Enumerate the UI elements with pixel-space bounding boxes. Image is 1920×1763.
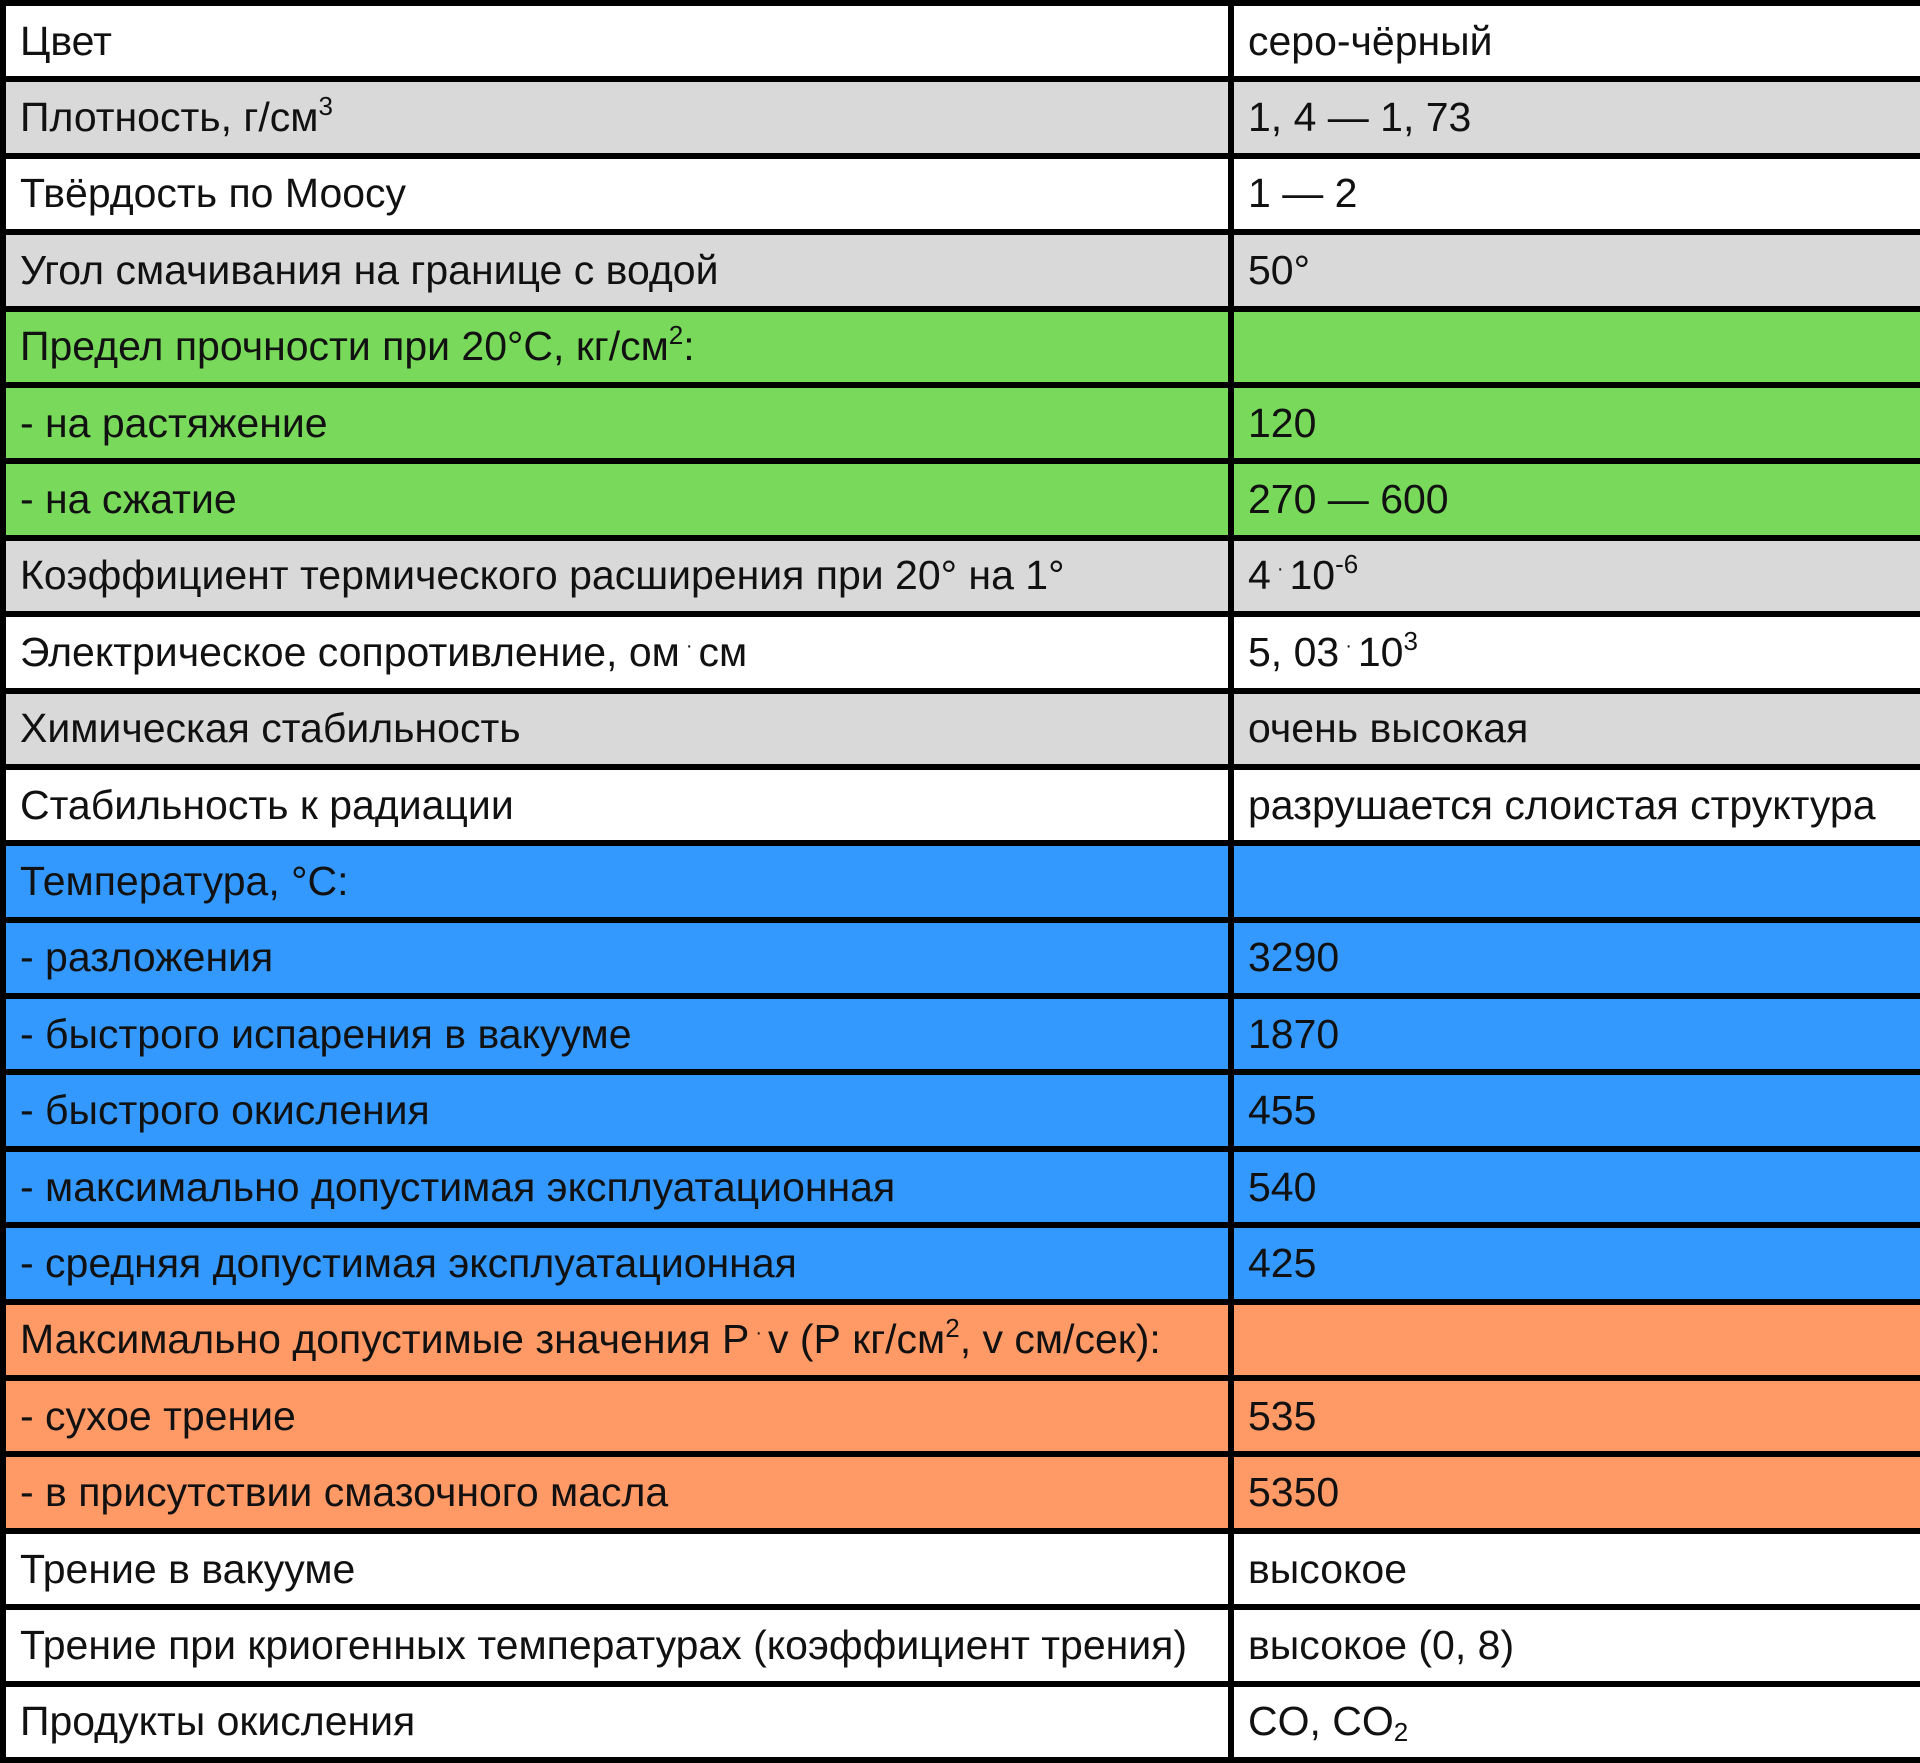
row-value: 120 xyxy=(1231,385,1920,461)
row-label: Химическая стабильность xyxy=(3,691,1231,767)
row-label: Коэффициент термического расширения при 20° на 1° xyxy=(3,538,1231,614)
table-row-dry-friction xyxy=(3,1378,1920,1454)
row-label: Стабильность к радиации xyxy=(3,767,1231,843)
row-value xyxy=(1231,843,1920,919)
row-value: высокое xyxy=(1231,1531,1920,1607)
row-label: Твёрдость по Моосу xyxy=(3,156,1231,232)
row-label: - максимально допустимая эксплуатационная xyxy=(3,1149,1231,1225)
row-value: 5, 03 · $10^3$ xyxy=(1231,614,1920,690)
row-value: 270 — 600 xyxy=(1231,461,1920,537)
row-label: Предел прочности при 20°С, $кг/см^2$: xyxy=(3,309,1231,385)
row-value: серо-чёрный xyxy=(1231,3,1920,79)
table-row-temperature-header xyxy=(3,843,1920,919)
table-row-compression xyxy=(3,461,1920,537)
row-label: Электрическое сопротивление, ом · см xyxy=(3,614,1231,690)
table-row-strength-header xyxy=(3,309,1920,385)
row-label: - средняя допустимая эксплуатационная xyxy=(3,1225,1231,1301)
row-label: - на сжатие xyxy=(3,461,1231,537)
table-row-radiation-stability xyxy=(3,767,1920,843)
row-label: Угол смачивания на границе с водой xyxy=(3,232,1231,308)
row-label: - быстрого испарения в вакууме xyxy=(3,996,1231,1072)
row-value: 1, 4 — 1, 73 xyxy=(1231,79,1920,155)
row-value: 3290 xyxy=(1231,920,1920,996)
row-label: - разложения xyxy=(3,920,1231,996)
table-row-max-operating xyxy=(3,1149,1920,1225)
table-row-color xyxy=(3,3,1920,79)
row-value: CO, $CO_2$ xyxy=(1231,1684,1920,1760)
table-row-lubricated xyxy=(3,1454,1920,1530)
row-label: Максимально допустимые значения Р · v (Р $кг/см^2$, v см/сек): xyxy=(3,1302,1231,1378)
table-row-resistance xyxy=(3,614,1920,690)
row-value: 50° xyxy=(1231,232,1920,308)
row-value: 535 xyxy=(1231,1378,1920,1454)
row-value: 455 xyxy=(1231,1072,1920,1148)
table-row-pv-header xyxy=(3,1302,1920,1378)
row-label: Температура, °С: xyxy=(3,843,1231,919)
row-label: Плотность, $г/см^3$ xyxy=(3,79,1231,155)
row-value: очень высокая xyxy=(1231,691,1920,767)
row-label: - сухое трение xyxy=(3,1378,1231,1454)
table-row-decomposition xyxy=(3,920,1920,996)
table-row-thermal-expansion xyxy=(3,538,1920,614)
row-value: 1870 xyxy=(1231,996,1920,1072)
table-row-wetting-angle xyxy=(3,232,1920,308)
table-row-hardness xyxy=(3,156,1920,232)
row-value: высокое (0, 8) xyxy=(1231,1607,1920,1683)
row-value: разрушается слоистая структура xyxy=(1231,767,1920,843)
row-value xyxy=(1231,1302,1920,1378)
row-label: Продукты окисления xyxy=(3,1684,1231,1760)
table-row-avg-operating xyxy=(3,1225,1920,1301)
table-row-chemical-stability xyxy=(3,691,1920,767)
row-label: - быстрого окисления xyxy=(3,1072,1231,1148)
table-row-vacuum-evaporation xyxy=(3,996,1920,1072)
table-row-cryogenic-friction xyxy=(3,1607,1920,1683)
row-value: 1 — 2 xyxy=(1231,156,1920,232)
table-row-tension xyxy=(3,385,1920,461)
row-value: 5350 xyxy=(1231,1454,1920,1530)
row-value xyxy=(1231,309,1920,385)
row-label: Цвет xyxy=(3,3,1231,79)
table-row-rapid-oxidation xyxy=(3,1072,1920,1148)
row-label: - на растяжение xyxy=(3,385,1231,461)
table-row-oxidation-products xyxy=(3,1684,1920,1760)
row-value: 540 xyxy=(1231,1149,1920,1225)
row-label: - в присутствии смазочного масла xyxy=(3,1454,1231,1530)
table-row-density xyxy=(3,79,1920,155)
table-row-vacuum-friction xyxy=(3,1531,1920,1607)
row-value: 4 · $10^{-6}$ xyxy=(1231,538,1920,614)
row-value: 425 xyxy=(1231,1225,1920,1301)
row-label: Трение при криогенных температурах (коэффициент трения) xyxy=(3,1607,1231,1683)
row-label: Трение в вакууме xyxy=(3,1531,1231,1607)
